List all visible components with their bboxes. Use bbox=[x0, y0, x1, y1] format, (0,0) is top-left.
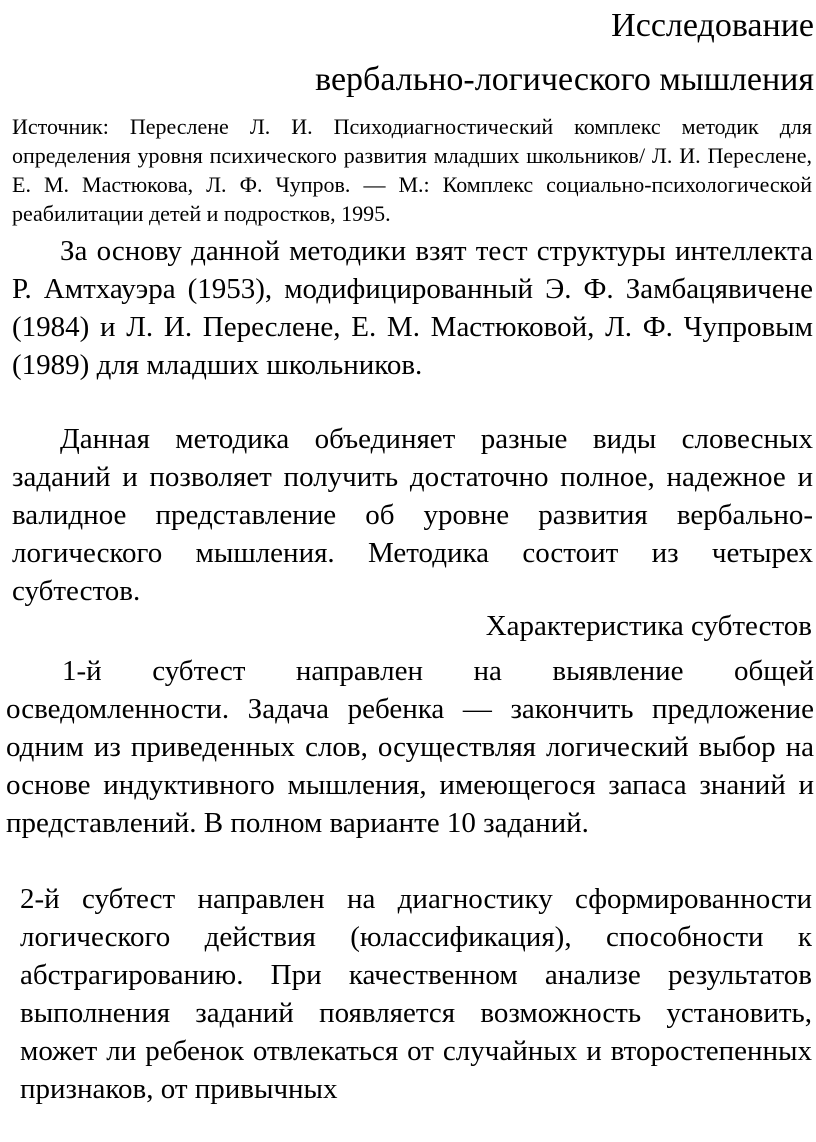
document-title-line-1: Исследование bbox=[611, 7, 814, 44]
source-citation: Источник: Переслене Л. И. Психодиагностический комплекс методик для определения уровня психического развития младших школьников/ Л. И. Переслене, Е. М. Мастюкова, Л. Ф. Чупров. — М.: Комплекс социально-психологической реабилитации детей и подростков, 1995. bbox=[12, 114, 812, 226]
subtest-1-paragraph: 1-й субтест направлен на выявление общей осведомленности. Задача ребенка — закончить предложение одним из приведенных слов, осуществляя логический выбор на основе индуктивного мышления, имеющегося запаса знаний и представлений. В полном варианте 10 заданий. bbox=[6, 655, 814, 839]
section-heading: Характеристика субтестов bbox=[485, 610, 812, 642]
intro-paragraph-1: За основу данной методики взят тест структуры интеллекта Р. Амтхауэра (1953), модифицированный Э. Ф. Замбацявичене (1984) и Л. И. Переслене, Е. М. Мастюковой, Л. Ф. Чупровым (1989) для младших школьников. bbox=[12, 235, 813, 381]
intro-paragraph-2: Данная методика объединяет разные виды словесных заданий и позволяет получить достаточно полное, надежное и валидное представление об уровне развития вербально-логического мышления. Методика состоит из четырех субтестов. bbox=[12, 423, 813, 607]
document-title-line-2: вербально-логического мышления bbox=[315, 61, 814, 98]
subtest-2-paragraph: 2-й субтест направлен на диагностику сформированности логического действия (юлассификация), способности к абстрагированию. При качественном анализе результатов выполнения заданий появляется возможность установить, может ли ребенок отвлекаться от случайных и второстепенных признаков, от привычных bbox=[20, 883, 812, 1105]
